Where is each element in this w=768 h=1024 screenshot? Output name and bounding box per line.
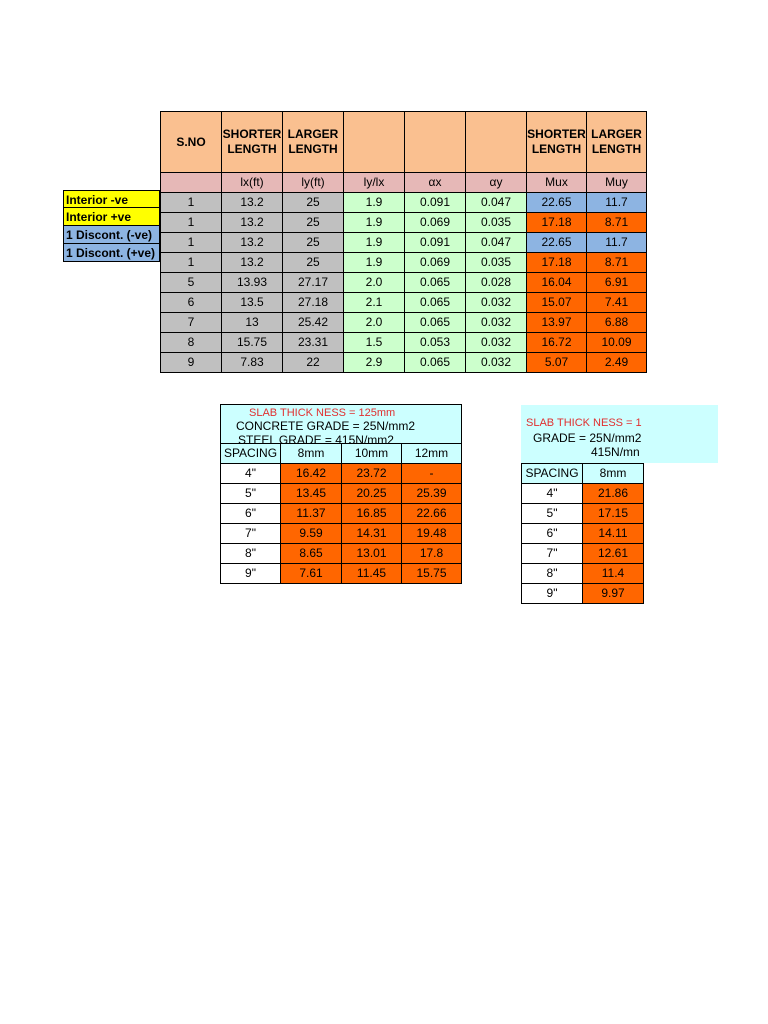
table-cell[interactable]: 1 [161,253,222,273]
table-row [221,504,462,524]
table-cell[interactable]: 15.75 [402,564,462,584]
slab-thickness-label[interactable]: SLAB THICK NESS = 1 [526,417,642,429]
table-row [161,333,647,353]
table-cell[interactable]: 2.49 [587,353,647,373]
header-cell[interactable]: SPACING [522,464,583,484]
table-cell[interactable]: 13.2 [222,233,283,253]
table-cell[interactable]: 0.091 [405,193,466,213]
table-cell[interactable]: 0.047 [466,193,527,213]
table-cell[interactable]: 7.61 [281,564,342,584]
table-cell[interactable]: 13.93 [222,273,283,293]
units-cell[interactable]: lx(ft) [222,173,283,193]
table-cell[interactable]: 6.88 [587,313,647,333]
table-cell[interactable]: 12.61 [583,544,644,564]
table-cell[interactable]: 16.04 [527,273,587,293]
slab-info-box-1 [220,404,462,443]
row-label-discont-pos[interactable]: 1 Discont. (+ve) [63,244,160,262]
table-row [161,313,647,333]
table-cell[interactable]: 0.032 [466,313,527,333]
table-row [221,564,462,584]
table-cell[interactable]: 25.42 [283,313,344,333]
row-label-interior-pos[interactable]: Interior +ve [63,208,160,226]
table-cell[interactable]: 15.75 [222,333,283,353]
header-cell[interactable]: S.NO [161,112,222,173]
table-cell[interactable]: 19.48 [402,524,462,544]
table-cell[interactable]: 14.11 [583,524,644,544]
spacing-cell[interactable]: 8" [522,564,583,584]
table-cell[interactable]: 0.069 [405,253,466,273]
table-row [161,293,647,313]
header-cell[interactable]: SHORTER LENGTH [527,112,587,173]
table-row [522,524,644,544]
table-cell[interactable]: 10.09 [587,333,647,353]
row-label-interior-neg[interactable]: Interior -ve [63,190,160,208]
table-cell[interactable]: 1.5 [344,333,405,353]
header-cell[interactable]: 12mm [402,444,462,464]
table-cell[interactable]: 13.01 [342,544,402,564]
table-row [161,253,647,273]
spacing-cell[interactable]: 4" [522,484,583,504]
table-cell[interactable]: 2.9 [344,353,405,373]
table-cell[interactable]: 25 [283,233,344,253]
table-row [221,524,462,544]
table-cell[interactable]: 0.028 [466,273,527,293]
table-cell[interactable]: 5.07 [527,353,587,373]
table-cell[interactable]: 13.2 [222,213,283,233]
steel-grade-label[interactable]: STEEL GRADE = 415N/mm2 [238,433,394,443]
table-cell[interactable]: 6.91 [587,273,647,293]
units-row [161,173,647,193]
table-cell[interactable]: 23.31 [283,333,344,353]
spacing-cell[interactable]: 5" [522,504,583,524]
table-cell[interactable]: 21.86 [583,484,644,504]
header-row [221,444,462,464]
table-row [161,233,647,253]
table-cell[interactable]: 16.42 [281,464,342,484]
spacing-cell[interactable]: 9" [221,564,281,584]
header-cell[interactable]: 8mm [281,444,342,464]
steel-grade-label[interactable]: 415N/mn [591,445,640,459]
header-cell[interactable]: 8mm [583,464,644,484]
table-cell[interactable]: 8.65 [281,544,342,564]
header-cell[interactable]: SHORTER LENGTH [222,112,283,173]
spacing-cell[interactable]: 6" [522,524,583,544]
table-cell[interactable]: 0.047 [466,233,527,253]
table-cell[interactable]: 9 [161,353,222,373]
header-cell[interactable] [344,112,405,173]
table-cell[interactable]: 17.18 [527,213,587,233]
table-cell[interactable]: 0.053 [405,333,466,353]
table-cell[interactable]: - [402,464,462,484]
header-cell[interactable]: LARGER LENGTH [283,112,344,173]
units-cell[interactable]: αx [405,173,466,193]
table-cell[interactable]: 0.069 [405,213,466,233]
table-cell[interactable]: 11.4 [583,564,644,584]
table-cell[interactable]: 15.07 [527,293,587,313]
spacing-table-2 [521,463,644,604]
table-cell[interactable]: 27.18 [283,293,344,313]
table-cell[interactable]: 11.7 [587,193,647,213]
table-cell[interactable]: 7.41 [587,293,647,313]
concrete-grade-label[interactable]: CONCRETE GRADE = 25N/mm2 [236,419,416,433]
spacing-cell[interactable]: 8" [221,544,281,564]
header-cell[interactable] [405,112,466,173]
table-cell[interactable]: 0.065 [405,293,466,313]
table-cell[interactable]: 22 [283,353,344,373]
table-cell[interactable]: 0.032 [466,333,527,353]
table-cell[interactable]: 11.45 [342,564,402,584]
table-cell[interactable]: 25.39 [402,484,462,504]
spacing-cell[interactable]: 7" [221,524,281,544]
table-cell[interactable]: 0.035 [466,213,527,233]
spacing-cell[interactable]: 7" [522,544,583,564]
table-row [522,504,644,524]
table-cell[interactable]: 13.97 [527,313,587,333]
table-cell[interactable]: 2.0 [344,273,405,293]
header-cell[interactable]: SPACING [221,444,281,464]
table-cell[interactable]: 17.18 [527,253,587,273]
table-row [522,484,644,504]
table-cell[interactable]: 2.1 [344,293,405,313]
spacing-cell[interactable]: 6" [221,504,281,524]
spacing-cell[interactable]: 9" [522,584,583,604]
table-cell[interactable]: 0.032 [466,293,527,313]
table-cell[interactable]: 1 [161,233,222,253]
table-cell[interactable]: 9.59 [281,524,342,544]
table-cell[interactable]: 13.2 [222,193,283,213]
table-row [221,544,462,564]
table-row [221,484,462,504]
table-cell[interactable]: 0.065 [405,313,466,333]
table-cell[interactable]: 0.032 [466,353,527,373]
moment-table [160,111,647,373]
table-row [522,544,644,564]
table-cell[interactable]: 5 [161,273,222,293]
table-cell[interactable]: 17.8 [402,544,462,564]
table-cell[interactable]: 25 [283,193,344,213]
spacing-cell[interactable]: 4" [221,464,281,484]
header-cell[interactable] [466,112,527,173]
units-cell[interactable]: ly/lx [344,173,405,193]
table-cell[interactable]: 22.66 [402,504,462,524]
table-cell[interactable]: 8.71 [587,253,647,273]
row-label-discont-neg[interactable]: 1 Discont. (-ve) [63,226,160,244]
table-cell[interactable]: 27.17 [283,273,344,293]
table-cell[interactable]: 7 [161,313,222,333]
table-cell[interactable]: 1.9 [344,233,405,253]
table-row [161,213,647,233]
table-cell[interactable]: 6 [161,293,222,313]
spacing-table-1 [220,443,462,584]
header-row [161,112,647,173]
table-cell[interactable]: 1 [161,193,222,213]
table-cell[interactable]: 25 [283,253,344,273]
table-cell[interactable]: 0.065 [405,273,466,293]
table-row [522,584,644,604]
units-cell[interactable]: αy [466,173,527,193]
table-cell[interactable]: 11.7 [587,233,647,253]
table-cell[interactable]: 0.065 [405,353,466,373]
table-cell[interactable]: 13.45 [281,484,342,504]
table-cell[interactable]: 22.65 [527,233,587,253]
table-cell[interactable]: 16.72 [527,333,587,353]
table-cell[interactable]: 17.15 [583,504,644,524]
table-row [522,564,644,584]
slab-info-box-2 [521,405,718,463]
table-cell[interactable]: 13 [222,313,283,333]
units-cell[interactable]: Mux [527,173,587,193]
table-cell[interactable]: 1 [161,213,222,233]
table-cell[interactable]: 20.25 [342,484,402,504]
table-cell[interactable]: 22.65 [527,193,587,213]
table-cell[interactable]: 8.71 [587,213,647,233]
table-cell[interactable]: 1.9 [344,193,405,213]
table-row [161,273,647,293]
table-cell[interactable]: 11.37 [281,504,342,524]
table-cell[interactable]: 0.091 [405,233,466,253]
table-cell[interactable]: 1.9 [344,213,405,233]
slab-thickness-label[interactable]: SLAB THICK NESS = 125mm [249,407,396,419]
table-cell[interactable]: 25 [283,213,344,233]
units-cell[interactable] [161,173,222,193]
table-cell[interactable]: 14.31 [342,524,402,544]
table-row [221,464,462,484]
row-labels [63,190,160,262]
spacing-cell[interactable]: 5" [221,484,281,504]
table-cell[interactable]: 1.9 [344,253,405,273]
table-cell[interactable]: 13.5 [222,293,283,313]
concrete-grade-label[interactable]: GRADE = 25N/mm2 [533,431,642,445]
table-cell[interactable]: 16.85 [342,504,402,524]
table-cell[interactable]: 0.035 [466,253,527,273]
table-cell[interactable]: 13.2 [222,253,283,273]
header-cell[interactable]: 10mm [342,444,402,464]
table-cell[interactable]: 7.83 [222,353,283,373]
table-row [161,353,647,373]
table-row [161,193,647,213]
table-cell[interactable]: 2.0 [344,313,405,333]
table-cell[interactable]: 23.72 [342,464,402,484]
table-cell[interactable]: 8 [161,333,222,353]
table-cell[interactable]: 9.97 [583,584,644,604]
header-row [522,464,644,484]
units-cell[interactable]: Muy [587,173,647,193]
units-cell[interactable]: ly(ft) [283,173,344,193]
header-cell[interactable]: LARGER LENGTH [587,112,647,173]
